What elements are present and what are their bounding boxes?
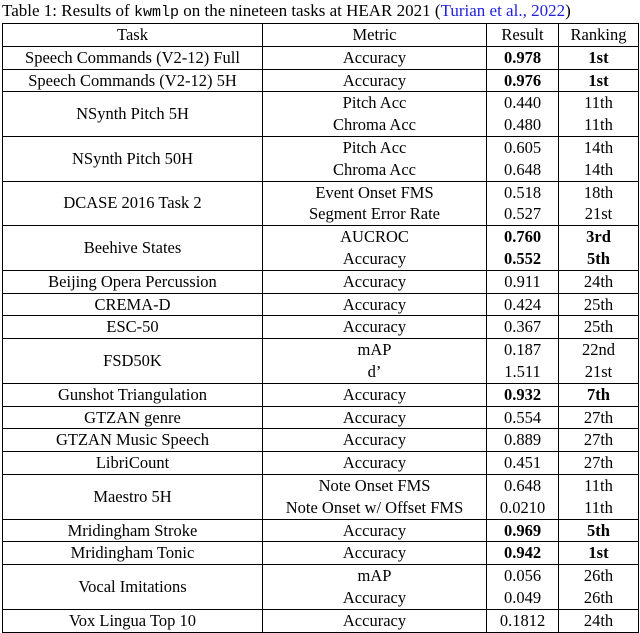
metric-cell: Accuracy bbox=[263, 542, 487, 565]
task-cell: GTZAN genre bbox=[3, 406, 263, 429]
task-cell: NSynth Pitch 5H bbox=[3, 92, 263, 137]
metric-cell: mAP bbox=[263, 565, 487, 587]
col-header-metric: Metric bbox=[263, 24, 487, 47]
result-cell: 0.978 bbox=[487, 46, 559, 69]
caption-paren-close: ) bbox=[565, 1, 571, 20]
table-body bbox=[3, 46, 639, 632]
table-header bbox=[3, 24, 639, 47]
col-header-task: Task bbox=[3, 24, 263, 47]
task-cell: CREMA-D bbox=[3, 293, 263, 316]
metric-cell: Accuracy bbox=[263, 519, 487, 542]
table-row bbox=[3, 542, 639, 565]
result-cell: 0.1812 bbox=[487, 609, 559, 632]
ranking-cell: 27th bbox=[559, 452, 639, 475]
ranking-cell: 11th bbox=[559, 497, 639, 519]
ranking-cell: 3rd bbox=[559, 226, 639, 248]
task-cell: GTZAN Music Speech bbox=[3, 429, 263, 452]
table-row bbox=[3, 92, 639, 114]
task-cell: Beijing Opera Percussion bbox=[3, 270, 263, 293]
ranking-cell: 21st bbox=[559, 361, 639, 383]
ranking-cell: 1st bbox=[559, 542, 639, 565]
ranking-cell: 27th bbox=[559, 406, 639, 429]
result-cell: 0.648 bbox=[487, 159, 559, 181]
metric-cell: Accuracy bbox=[263, 609, 487, 632]
ranking-cell: 26th bbox=[559, 565, 639, 587]
table-row bbox=[3, 181, 639, 203]
task-cell: Beehive States bbox=[3, 226, 263, 271]
task-cell: Vox Lingua Top 10 bbox=[3, 609, 263, 632]
metric-cell: mAP bbox=[263, 339, 487, 361]
result-cell: 0.942 bbox=[487, 542, 559, 565]
ranking-cell: 5th bbox=[559, 519, 639, 542]
table-row bbox=[3, 565, 639, 587]
metric-cell: Segment Error Rate bbox=[263, 203, 487, 225]
metric-cell: Accuracy bbox=[263, 270, 487, 293]
result-cell: 0.056 bbox=[487, 565, 559, 587]
result-cell: 0.648 bbox=[487, 474, 559, 496]
metric-cell: Chroma Acc bbox=[263, 114, 487, 136]
metric-cell: Pitch Acc bbox=[263, 92, 487, 114]
metric-cell: Pitch Acc bbox=[263, 136, 487, 158]
result-cell: 0.969 bbox=[487, 519, 559, 542]
result-cell: 0.552 bbox=[487, 248, 559, 270]
metric-cell: Note Onset FMS bbox=[263, 474, 487, 496]
task-cell: NSynth Pitch 50H bbox=[3, 136, 263, 181]
table-caption bbox=[0, 0, 640, 23]
metric-cell: d’ bbox=[263, 361, 487, 383]
table-row bbox=[3, 46, 639, 69]
table-row bbox=[3, 316, 639, 339]
result-cell: 0.932 bbox=[487, 383, 559, 406]
caption-code-kwmlp: kwmlp bbox=[133, 4, 179, 21]
task-cell: Mridingham Stroke bbox=[3, 519, 263, 542]
caption-prefix: Table 1: Results of bbox=[2, 1, 134, 20]
metric-cell: Accuracy bbox=[263, 248, 487, 270]
ranking-cell: 18th bbox=[559, 181, 639, 203]
ranking-cell: 27th bbox=[559, 429, 639, 452]
metric-cell: Event Onset FMS bbox=[263, 181, 487, 203]
table-row bbox=[3, 406, 639, 429]
result-cell: 0.367 bbox=[487, 316, 559, 339]
metric-cell: Chroma Acc bbox=[263, 159, 487, 181]
result-cell: 0.480 bbox=[487, 114, 559, 136]
result-cell: 1.511 bbox=[487, 361, 559, 383]
metric-cell: Accuracy bbox=[263, 587, 487, 609]
ranking-cell: 25th bbox=[559, 293, 639, 316]
table-row bbox=[3, 474, 639, 496]
table-row bbox=[3, 69, 639, 92]
result-cell: 0.424 bbox=[487, 293, 559, 316]
table-row bbox=[3, 293, 639, 316]
result-cell: 0.049 bbox=[487, 587, 559, 609]
ranking-cell: 25th bbox=[559, 316, 639, 339]
result-cell: 0.518 bbox=[487, 181, 559, 203]
table-row bbox=[3, 270, 639, 293]
ranking-cell: 7th bbox=[559, 383, 639, 406]
task-cell: Mridingham Tonic bbox=[3, 542, 263, 565]
task-cell: Gunshot Triangulation bbox=[3, 383, 263, 406]
task-cell: Speech Commands (V2-12) Full bbox=[3, 46, 263, 69]
ranking-cell: 14th bbox=[559, 136, 639, 158]
caption-middle: on the nineteen tasks at HEAR 2021 bbox=[178, 1, 435, 20]
result-cell: 0.911 bbox=[487, 270, 559, 293]
task-cell: Maestro 5H bbox=[3, 474, 263, 519]
metric-cell: Accuracy bbox=[263, 383, 487, 406]
task-cell: LibriCount bbox=[3, 452, 263, 475]
ranking-cell: 14th bbox=[559, 159, 639, 181]
metric-cell: Accuracy bbox=[263, 406, 487, 429]
result-cell: 0.976 bbox=[487, 69, 559, 92]
result-cell: 0.889 bbox=[487, 429, 559, 452]
table-row bbox=[3, 452, 639, 475]
col-header-ranking: Ranking bbox=[559, 24, 639, 47]
result-cell: 0.605 bbox=[487, 136, 559, 158]
citation-link[interactable]: Turian et al., 2022 bbox=[440, 1, 566, 20]
result-cell: 0.0210 bbox=[487, 497, 559, 519]
table-row bbox=[3, 519, 639, 542]
ranking-cell: 21st bbox=[559, 203, 639, 225]
result-cell: 0.554 bbox=[487, 406, 559, 429]
ranking-cell: 11th bbox=[559, 114, 639, 136]
task-cell: Vocal Imitations bbox=[3, 565, 263, 610]
metric-cell: Accuracy bbox=[263, 452, 487, 475]
table-row bbox=[3, 383, 639, 406]
ranking-cell: 11th bbox=[559, 92, 639, 114]
table-row bbox=[3, 429, 639, 452]
task-cell: FSD50K bbox=[3, 339, 263, 384]
result-cell: 0.440 bbox=[487, 92, 559, 114]
task-cell: ESC-50 bbox=[3, 316, 263, 339]
task-cell: Speech Commands (V2-12) 5H bbox=[3, 69, 263, 92]
caption-paren-open: ( bbox=[434, 1, 441, 20]
ranking-cell: 1st bbox=[559, 46, 639, 69]
table-row bbox=[3, 339, 639, 361]
metric-cell: Accuracy bbox=[263, 69, 487, 92]
metric-cell: AUCROC bbox=[263, 226, 487, 248]
ranking-cell: 11th bbox=[559, 474, 639, 496]
metric-cell: Accuracy bbox=[263, 293, 487, 316]
table-row bbox=[3, 226, 639, 248]
metric-cell: Accuracy bbox=[263, 46, 487, 69]
ranking-cell: 24th bbox=[559, 270, 639, 293]
ranking-cell: 26th bbox=[559, 587, 639, 609]
ranking-cell: 22nd bbox=[559, 339, 639, 361]
results-table bbox=[2, 23, 639, 633]
result-cell: 0.760 bbox=[487, 226, 559, 248]
metric-cell: Note Onset w/ Offset FMS bbox=[263, 497, 487, 519]
result-cell: 0.187 bbox=[487, 339, 559, 361]
table-row bbox=[3, 609, 639, 632]
ranking-cell: 1st bbox=[559, 69, 639, 92]
ranking-cell: 5th bbox=[559, 248, 639, 270]
task-cell: DCASE 2016 Task 2 bbox=[3, 181, 263, 226]
metric-cell: Accuracy bbox=[263, 316, 487, 339]
metric-cell: Accuracy bbox=[263, 429, 487, 452]
result-cell: 0.527 bbox=[487, 203, 559, 225]
header-row bbox=[3, 24, 639, 47]
table-row bbox=[3, 136, 639, 158]
ranking-cell: 24th bbox=[559, 609, 639, 632]
col-header-result: Result bbox=[487, 24, 559, 47]
result-cell: 0.451 bbox=[487, 452, 559, 475]
